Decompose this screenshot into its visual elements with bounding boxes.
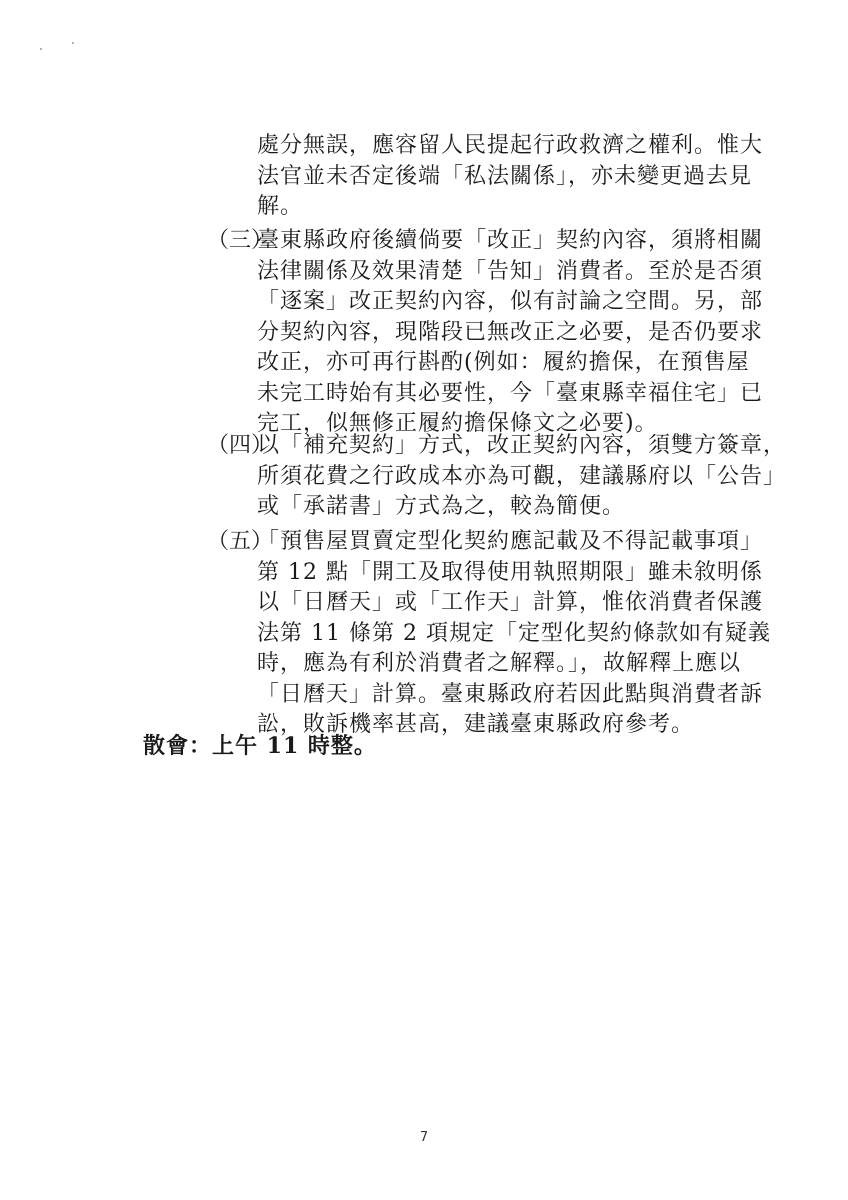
- list-marker: （四）: [207, 433, 274, 458]
- paragraph-line: 以「補充契約」方式，改正契約內容，須雙方簽章，: [257, 433, 787, 458]
- paragraph-line: 「日曆天」計算。臺東縣政府若因此點與消費者訴: [257, 681, 764, 707]
- paragraph-line: 所須花費之行政成本亦為可觀，建議縣府以「公告」: [257, 463, 787, 489]
- list-marker: （五）: [207, 529, 274, 554]
- page-number: 7: [419, 1130, 429, 1145]
- paragraph-line: 臺東縣政府後續倘要「改正」契約內容，須將相關: [257, 228, 764, 253]
- scan-speck: [40, 48, 42, 50]
- paragraph-line: 「逐案」改正契約內容，似有討論之空間。另，部: [257, 289, 764, 314]
- paragraph-line: 分契約內容，現階段已無改正之必要，是否仍要求: [257, 319, 764, 345]
- meeting-adjourned-line: 散會：上午 11 時整。: [143, 733, 377, 759]
- paragraph-line: 法第 11 條第 2 項規定「定型化契約條款如有疑義: [257, 620, 771, 646]
- paragraph-line: 完工，似無修正履約擔保條文之必要)。: [257, 411, 658, 436]
- scan-speck: [72, 42, 74, 44]
- paragraph-line: 法律關係及效果清楚「告知」消費者。至於是否須: [257, 258, 764, 284]
- paragraph-line: 第 12 點「開工及取得使用執照期限」雖未敘明係: [257, 559, 763, 585]
- list-item-body: [257, 226, 777, 440]
- paragraph-line: 改正，亦可再行斟酌(例如：履約擔保，在預售屋: [257, 350, 750, 375]
- list-item-5: [207, 527, 787, 741]
- list-item-3: [207, 226, 787, 440]
- list-item-4: [207, 431, 787, 523]
- paragraph-line: 「預售屋買賣定型化契約應記載及不得記載事項」: [257, 529, 764, 554]
- list-marker: （三）: [207, 228, 274, 253]
- paragraph-line: 訟，敗訴機率甚高，建議臺東縣政府參考。: [257, 712, 695, 737]
- paragraph-line: 處分無誤，應容留人民提起行政救濟之權利。惟大: [257, 133, 764, 158]
- paragraph-line: 未完工時始有其必要性，今「臺東縣幸福住宅」已: [257, 380, 764, 406]
- list-item-body: [257, 527, 777, 741]
- paragraph-line: 時，應為有利於消費者之解釋。」，故解釋上應以: [257, 651, 742, 676]
- list-item-body: [257, 431, 787, 523]
- paragraph-line: 或「承諾書」方式為之，較為簡便。: [257, 494, 626, 519]
- paragraph-line: 法官並未否定後端「私法關係」，亦未變更過去見: [257, 163, 753, 189]
- continuation-paragraph: [257, 131, 777, 223]
- paragraph-line: 解。: [257, 194, 304, 219]
- paragraph-line: 以「日曆天」或「工作天」計算，惟依消費者保護: [257, 590, 764, 615]
